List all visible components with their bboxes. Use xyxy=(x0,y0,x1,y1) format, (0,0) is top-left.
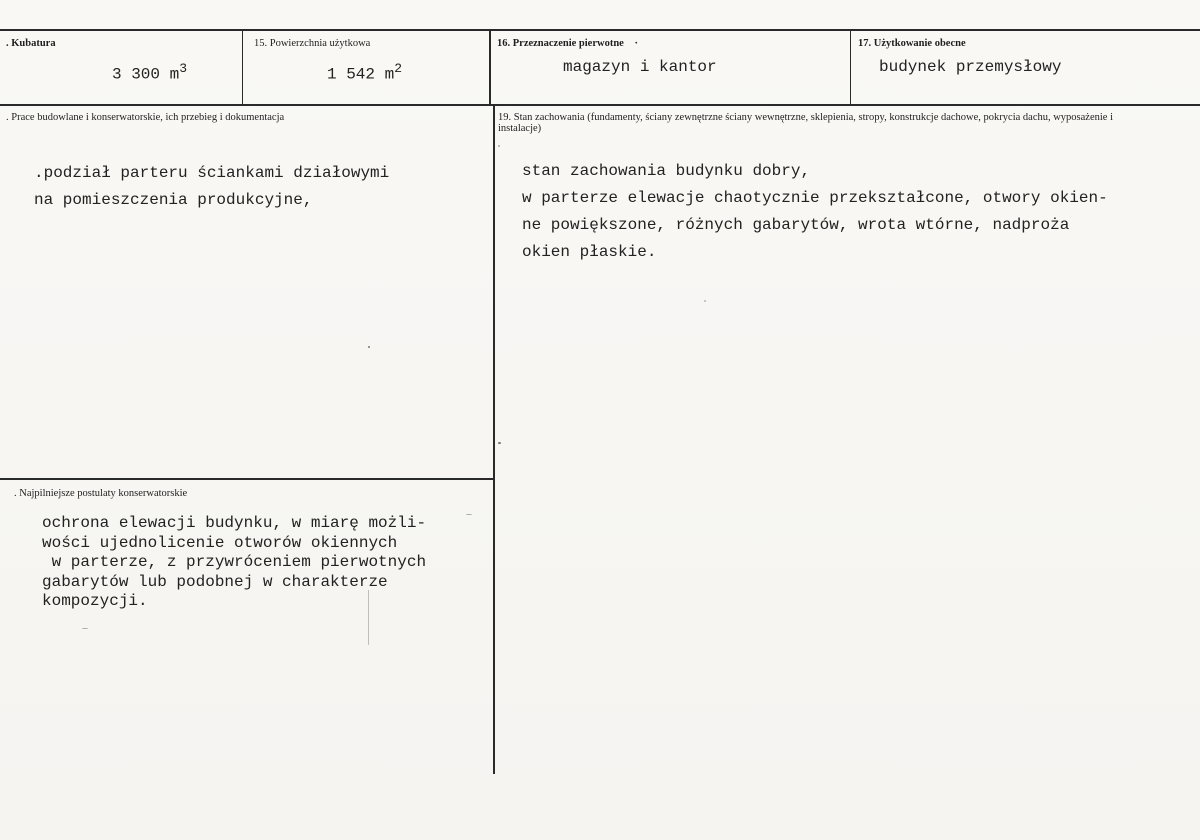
stan-text: stan zachowania budynku dobry, w parterze elewacje chaotycznie przekształcone, otwory okien- ne powiększone, różnych gabarytów, wrota wtórne, nadproża okien płaskie. xyxy=(522,162,1108,261)
scan-speck xyxy=(498,442,501,444)
scan-speck xyxy=(498,145,500,147)
stan-label: 19. Stan zachowania (fundamenty, ściany zewnętrzne ściany wewnętrzne, sklepienia, stropy, konstrukcje dachowe, pokrycia dachu, wyposażenie i instalacje) xyxy=(498,112,1113,134)
kubatura-value xyxy=(112,60,187,83)
postulaty-label: . Najpilniejsze postulaty konserwatorskie xyxy=(14,488,188,499)
divider-powierzchnia xyxy=(489,30,491,104)
top-rule xyxy=(0,29,1200,31)
postulaty-text: ochrona elewacji budynku, w miarę możli- wości ujednolicenie otworów okiennych w parterze, z przywróceniem pierwotnych gabarytów lub podobnej w charakterze kompozycji. xyxy=(42,514,427,610)
scan-speck xyxy=(368,346,370,348)
divider-przeznaczenie xyxy=(850,30,851,104)
main-column-divider xyxy=(493,104,495,774)
uzytkowanie-label: 17. Użytkowanie obecne xyxy=(858,38,966,49)
scan-speck xyxy=(82,628,88,629)
przeznaczenie-label xyxy=(497,38,638,49)
powierzchnia-number: 1 542 m xyxy=(327,65,395,84)
scan-speck xyxy=(704,300,706,302)
prace-label: . Prace budowlane i konserwatorskie, ich przebieg i dokumentacja xyxy=(6,112,285,123)
kubatura-label: . Kubatura xyxy=(6,38,56,49)
powierzchnia-unit-exponent: 2 xyxy=(394,61,403,76)
kubatura-number: 3 300 m xyxy=(112,65,180,84)
przeznaczenie-label-dot: · xyxy=(634,38,638,49)
prace-text: .podział parteru ściankami działowymi na pomieszczenia produkcyjne, xyxy=(34,164,390,209)
powierzchnia-label: 15. Powierzchnia użytkowa xyxy=(254,38,371,49)
kubatura-unit-exponent: 3 xyxy=(179,61,188,76)
scan-speck xyxy=(466,514,472,515)
uzytkowanie-value: budynek przemysłowy xyxy=(879,58,1062,76)
header-row-bottom-rule xyxy=(0,104,1200,106)
divider-kubatura xyxy=(242,30,243,104)
postulaty-section-rule xyxy=(0,478,493,480)
przeznaczenie-value: magazyn i kantor xyxy=(563,58,717,76)
powierzchnia-value xyxy=(327,60,402,83)
przeznaczenie-label-text: 16. Przeznaczenie pierwotne xyxy=(497,38,624,49)
